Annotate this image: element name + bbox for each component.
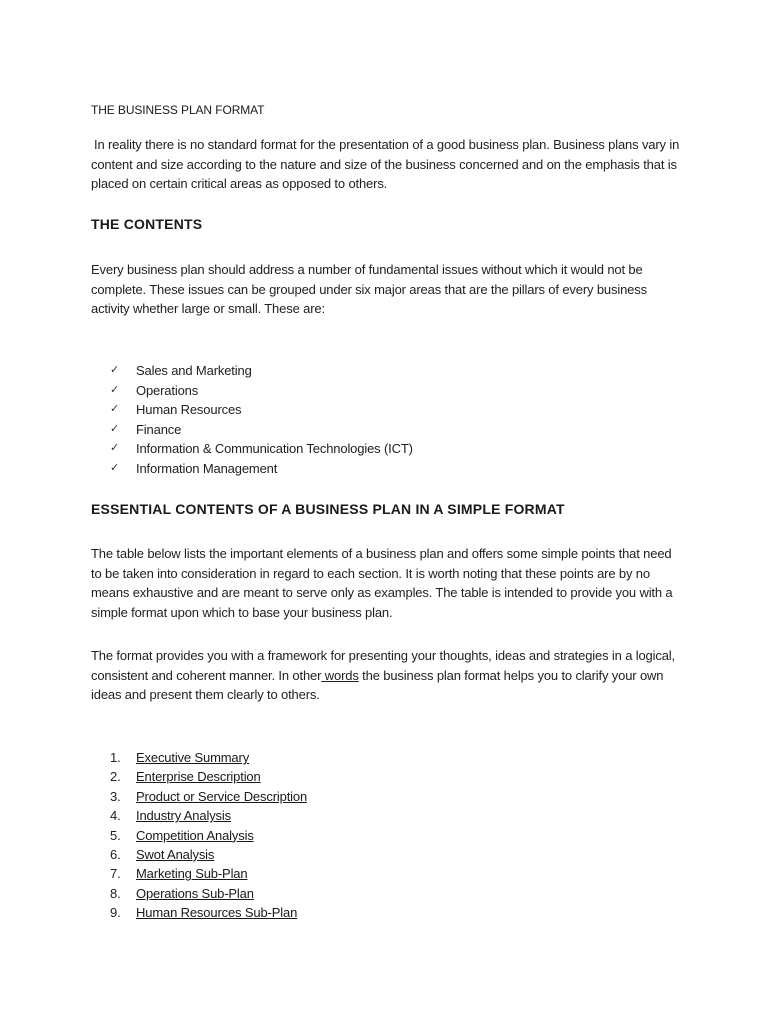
list-item bbox=[110, 400, 413, 420]
list-item bbox=[110, 439, 413, 459]
intro-paragraph: In reality there is no standard format for the presentation of a good business plan. Business plans vary in content and size according to the nature and size of the business concerned and on the emphasis that is placed on certain critical areas as opposed to others. bbox=[91, 137, 680, 191]
checkmark-icon: ✓ bbox=[110, 402, 120, 415]
pillar-label: Sales and Marketing bbox=[136, 363, 252, 378]
list-item bbox=[110, 361, 413, 381]
pillar-label: Information Management bbox=[136, 460, 278, 476]
format-text-start: The format provides you with a framework for presenting your thoughts, ideas and strategies in a logical, consistent and coherent manner. In other bbox=[91, 648, 676, 683]
section-link-industry-analysis[interactable]: Industry Analysis bbox=[136, 808, 231, 824]
format-paragraph bbox=[91, 646, 681, 705]
list-item bbox=[110, 864, 307, 883]
list-number: 2. bbox=[110, 769, 121, 785]
list-number: 8. bbox=[110, 885, 121, 901]
pillar-label: Operations bbox=[136, 382, 199, 398]
section-link-operations-sub-plan[interactable]: Operations Sub-Plan bbox=[136, 885, 254, 901]
checkmark-icon: ✓ bbox=[110, 460, 120, 474]
contents-heading: THE CONTENTS bbox=[91, 216, 203, 232]
words-link[interactable]: words bbox=[321, 667, 359, 683]
list-item bbox=[110, 903, 307, 922]
list-number: 4. bbox=[110, 808, 121, 824]
list-item bbox=[110, 806, 307, 825]
section-link-marketing-sub-plan[interactable]: Marketing Sub-Plan bbox=[136, 866, 248, 882]
essential-contents-heading: ESSENTIAL CONTENTS OF A BUSINESS PLAN IN A SIMPLE FORMAT bbox=[91, 501, 565, 517]
checkmark-icon: ✓ bbox=[110, 363, 120, 376]
list-item bbox=[110, 845, 307, 864]
section-link-competition-analysis[interactable]: Competition Analysis bbox=[136, 827, 254, 843]
section-link-executive-summary[interactable]: Executive Summary bbox=[136, 750, 250, 765]
list-number: 5. bbox=[110, 827, 121, 843]
contents-paragraph: Every business plan should address a number of fundamental issues without which it would not be complete. These issues can be grouped under six major areas that are the pillars of every business activity whether large or small. These are: bbox=[91, 262, 647, 316]
list-item bbox=[110, 787, 307, 806]
pillars-list bbox=[110, 361, 413, 478]
list-item bbox=[110, 381, 413, 401]
pillar-label: Finance bbox=[136, 421, 182, 437]
section-link-product-description[interactable]: Product or Service Description bbox=[136, 788, 308, 804]
list-number: 7. bbox=[110, 866, 121, 882]
format-text-end: the business plan format helps you to clarify your own ideas and present them clearly to others. bbox=[91, 667, 664, 702]
pillar-label: Information & Communication Technologies (ICT) bbox=[136, 441, 413, 456]
sections-list bbox=[110, 748, 307, 923]
section-link-swot-analysis[interactable]: Swot Analysis bbox=[136, 846, 215, 862]
list-number: 1. bbox=[110, 750, 121, 765]
checkmark-icon: ✓ bbox=[110, 382, 120, 396]
list-number: 6. bbox=[110, 846, 121, 862]
checkmark-icon: ✓ bbox=[110, 421, 120, 435]
list-item bbox=[110, 826, 307, 845]
checkmark-icon: ✓ bbox=[110, 441, 120, 454]
list-item bbox=[110, 420, 413, 440]
pillar-label: Human Resources bbox=[136, 402, 242, 417]
list-item bbox=[110, 884, 307, 903]
list-item bbox=[110, 459, 413, 479]
list-item bbox=[110, 748, 307, 767]
list-number: 9. bbox=[110, 905, 121, 921]
list-item bbox=[110, 767, 307, 786]
section-link-human-resources-sub-plan[interactable]: Human Resources Sub-Plan bbox=[136, 905, 298, 921]
document-title: THE BUSINESS PLAN FORMAT bbox=[91, 103, 265, 117]
table-paragraph: The table below lists the important elements of a business plan and offers some simple points that need to be taken into consideration in regard to each section. It is worth noting that these points are by no means exhaustive and are meant to serve only as examples. The table is intended to provide you with a simple format upon which to base your business plan. bbox=[91, 546, 673, 620]
section-link-enterprise-description[interactable]: Enterprise Description bbox=[136, 769, 261, 785]
list-number: 3. bbox=[110, 788, 121, 804]
